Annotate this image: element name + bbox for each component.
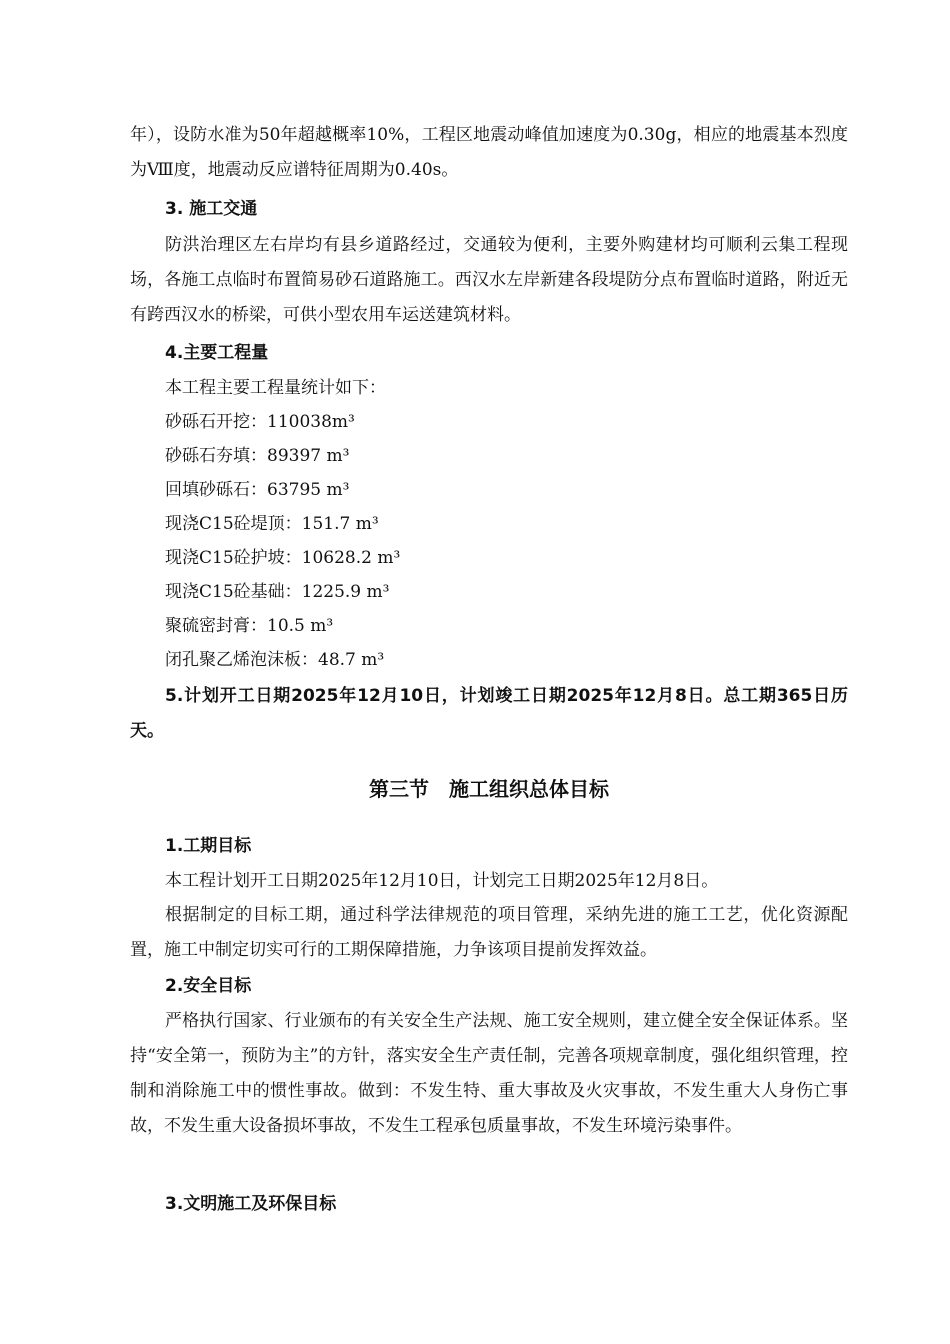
quantities-intro: 本工程主要工程量统计如下：	[165, 378, 386, 398]
quantity-item: 砂砾石夯填：89397 m³	[165, 446, 350, 466]
quantity-item: 现浇C15砼堤顶：151.7 m³	[165, 514, 379, 534]
traffic-paragraph: 防洪治理区左右岸均有县乡道路经过，交通较为便利，主要外购建材均可顺利云集工程现场，各施工点临时布置简易砂石道路施工。西汉水左岸新建各段堤防分点布置临时道路，附近无有跨西汉水的桥梁，可供小型农用车运送建筑材料。	[130, 235, 848, 325]
quantity-item: 闭孔聚乙烯泡沫板：48.7 m³	[165, 650, 385, 670]
safety-goal-paragraph: 严格执行国家、行业颁布的有关安全生产法规、施工安全规则，建立健全安全保证体系。坚持“安全第一，预防为主”的方针，落实安全生产责任制，完善各项规章制度，强化组织管理，控制和消除施工中的惯性事故。做到：不发生特、重大事故及火灾事故，不发生重大人身伤亡事故，不发生重大设备损坏事故，不发生工程承包质量事故，不发生环境污染事件。	[130, 1011, 848, 1136]
quantity-item: 砂砾石开挖：110038m³	[165, 412, 355, 432]
quantity-item: 现浇C15砼基础：1225.9 m³	[165, 582, 390, 602]
heading-period-goal: 1.工期目标	[165, 836, 252, 856]
quantity-item: 聚硫密封膏：10.5 m³	[165, 616, 334, 636]
schedule-summary: 5.计划开工日期2025年12月10日，计划竣工日期2025年12月8日。总工期365日历天。	[130, 686, 848, 741]
period-goal-paragraph: 根据制定的目标工期，通过科学法律规范的项目管理，采纳先进的施工工艺，优化资源配置，施工中制定切实可行的工期保障措施，力争该项目提前发挥效益。	[130, 905, 848, 960]
period-goal-dates: 本工程计划开工日期2025年12月10日，计划完工日期2025年12月8日。	[165, 871, 719, 891]
quantity-item: 回填砂砾石：63795 m³	[165, 480, 350, 500]
heading-safety-goal: 2.安全目标	[165, 976, 252, 996]
heading-construction-traffic: 3. 施工交通	[165, 199, 258, 219]
section-title: 第三节 施工组织总体目标	[369, 777, 609, 801]
heading-civil-environment-goal: 3.文明施工及环保目标	[165, 1194, 337, 1214]
seismic-paragraph: 年），设防水准为50年超越概率10%，工程区地震动峰值加速度为0.30g，相应的地震基本烈度为Ⅷ度，地震动反应谱特征周期为0.40s。	[130, 125, 848, 180]
heading-main-quantities: 4.主要工程量	[165, 343, 269, 363]
quantity-item: 现浇C15砼护坡：10628.2 m³	[165, 548, 401, 568]
